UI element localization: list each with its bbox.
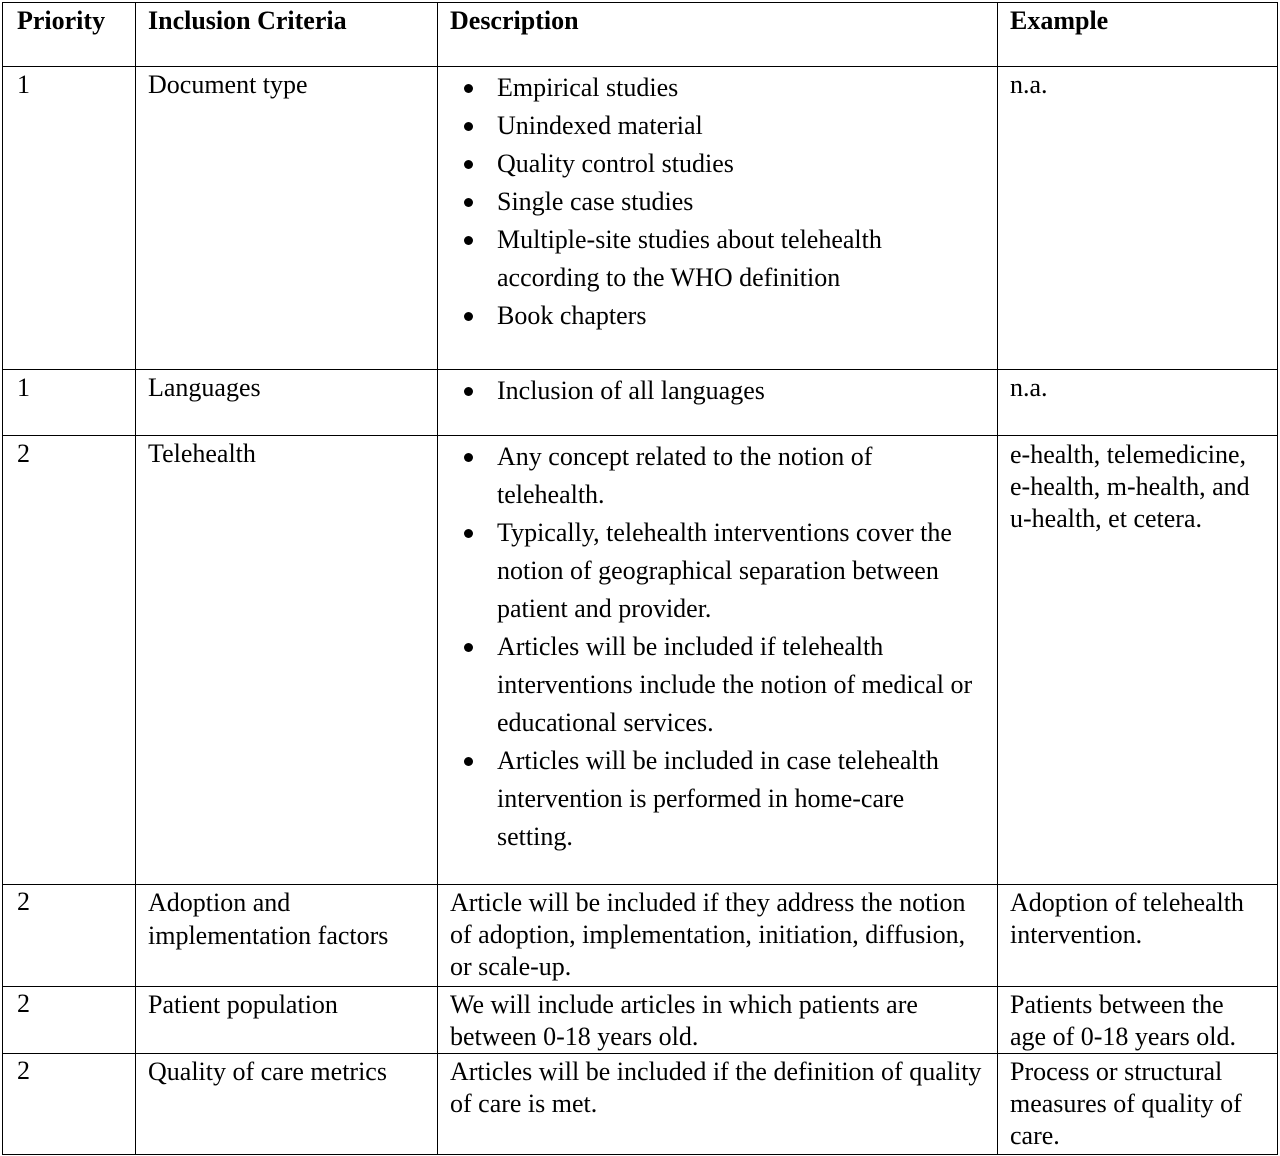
list-item: Book chapters (450, 297, 985, 335)
description-cell: Articles will be included if the definition of quality of care is met. (438, 1054, 998, 1155)
list-item: Any concept related to the notion of telehealth. (450, 438, 985, 514)
criteria-cell: Telehealth (136, 436, 438, 885)
list-item: Single case studies (450, 183, 985, 221)
example-cell: Process or structural measures of quality of care. (998, 1054, 1278, 1155)
bullet-list (450, 69, 985, 335)
table-row (3, 436, 1278, 885)
priority-cell: 2 (3, 885, 136, 987)
list-item: Empirical studies (450, 69, 985, 107)
bullet-icon (464, 453, 473, 462)
table-row (3, 885, 1278, 987)
list-item: Typically, telehealth interventions cover the notion of geographical separation between patient and provider. (450, 514, 985, 628)
inclusion-criteria-table (2, 2, 1278, 1155)
bullet-icon (464, 84, 473, 93)
list-item: Articles will be included if telehealth interventions include the notion of medical or educational services. (450, 628, 985, 742)
criteria-cell: Languages (136, 370, 438, 436)
bullet-icon (464, 160, 473, 169)
bullet-icon (464, 312, 473, 321)
criteria-cell: Quality of care metrics (136, 1054, 438, 1155)
criteria-cell: Patient population (136, 987, 438, 1054)
example-cell: Patients between the age of 0-18 years old. (998, 987, 1278, 1054)
list-item: Quality control studies (450, 145, 985, 183)
description-cell (438, 436, 998, 885)
example-cell: e-health, telemedicine, e-health, m-health, and u-health, et cetera. (998, 436, 1278, 885)
bullet-icon (464, 643, 473, 652)
table-row (3, 987, 1278, 1054)
priority-cell: 1 (3, 67, 136, 370)
header-priority: Priority (3, 3, 136, 67)
list-item: Multiple-site studies about telehealth according to the WHO definition (450, 221, 985, 297)
bullet-icon (464, 236, 473, 245)
header-row (3, 3, 1278, 67)
list-item: Inclusion of all languages (450, 372, 985, 410)
priority-cell: 2 (3, 987, 136, 1054)
table-row (3, 1054, 1278, 1155)
bullet-icon (464, 198, 473, 207)
list-item: Articles will be included in case telehealth intervention is performed in home-care setting. (450, 742, 985, 856)
description-cell (438, 370, 998, 436)
bullet-list (450, 372, 985, 410)
bullet-icon (464, 757, 473, 766)
priority-cell: 2 (3, 1054, 136, 1155)
bullet-icon (464, 529, 473, 538)
priority-cell: 2 (3, 436, 136, 885)
description-cell: We will include articles in which patients are between 0-18 years old. (438, 987, 998, 1054)
criteria-cell: Adoption and implementation factors (136, 885, 438, 987)
description-cell (438, 67, 998, 370)
header-example: Example (998, 3, 1278, 67)
criteria-cell: Document type (136, 67, 438, 370)
bullet-list (450, 438, 985, 856)
bullet-icon (464, 122, 473, 131)
example-cell: n.a. (998, 370, 1278, 436)
example-cell: n.a. (998, 67, 1278, 370)
example-cell: Adoption of telehealth intervention. (998, 885, 1278, 987)
description-cell: Article will be included if they address the notion of adoption, implementation, initiation, diffusion, or scale-up. (438, 885, 998, 987)
list-item: Unindexed material (450, 107, 985, 145)
header-description: Description (438, 3, 998, 67)
header-inclusion-criteria: Inclusion Criteria (136, 3, 438, 67)
table-row (3, 370, 1278, 436)
priority-cell: 1 (3, 370, 136, 436)
table-row (3, 67, 1278, 370)
bullet-icon (464, 387, 473, 396)
